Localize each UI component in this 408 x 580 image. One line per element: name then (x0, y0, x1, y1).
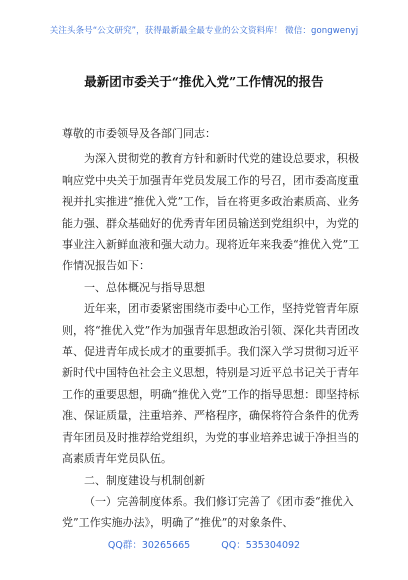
section-heading-1: 一、总体概况与指导思想 (84, 280, 205, 294)
qq-contact-link[interactable]: QQ：535304092 (221, 540, 301, 551)
contact-footer (0, 537, 408, 551)
section-heading-2: 二、制度建设与机制创新 (84, 473, 205, 487)
promo-banner: 关注头条号“公文研究”，获得最新最全最专业的公文资料库！ 微信：gongwenyj (49, 26, 359, 36)
document-body (62, 123, 362, 534)
paragraph-intro: 为深入贯彻党的教育方针和新时代党的建设总要求，积极响应党中央关于加强青年党员发展工作的号召，团市委高度重视并扎实推进“推优入党”工作，旨在将更多政治素质高、业务能力强、群众基础好的优秀青年团员输送到党组织中，为党的事业注入新鲜血液和强大动力。现将近年来我委“推优入党”工作情况报告如下： (62, 152, 360, 273)
salutation: 尊敬的市委领导及各部门同志： (62, 127, 216, 140)
qq-group-link[interactable]: QQ群：30265665 (107, 540, 191, 551)
paragraph-system: （一）完善制度体系。我们修订完善了《团市委“推优入党”工作实施办法》，明确了“推优”的对象条件、 (62, 494, 354, 530)
document-title: 最新团市委关于“推优入党”工作情况的报告 (84, 74, 324, 89)
paragraph-overview: 近年来，团市委紧密围绕市委中心工作，坚持党管青年原则，将“推优入党”作为加强青年思想政治引领、深化共青团改革、促进青年成长成才的重要抓手。我们深入学习贯彻习近平新时代中国特色社会主义思想，特别是习近平总书记关于青年工作的重要思想，明确“推优入党”工作的指导思想：即坚持标准、保证质量，注重培养、严格程序，确保将符合条件的优秀青年团员及时推荐给党组织，为党的事业培养忠诚于净担当的高素质青年党员队伍。 (62, 302, 360, 466)
